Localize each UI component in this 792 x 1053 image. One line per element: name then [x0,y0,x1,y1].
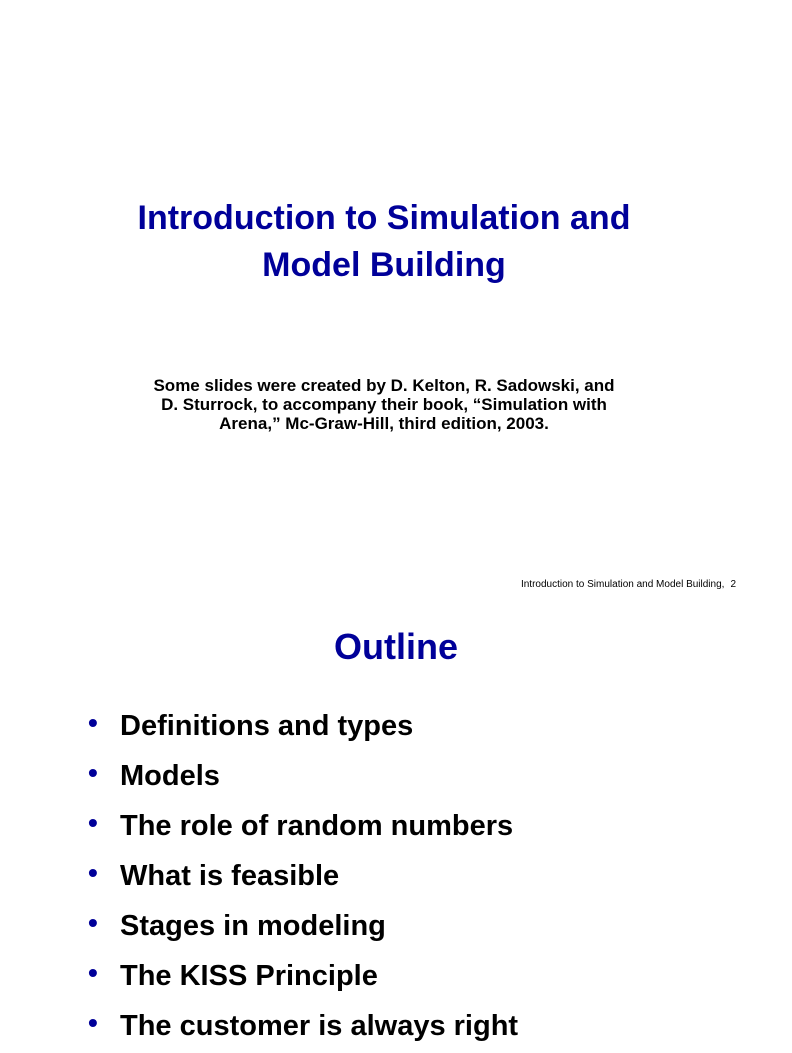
slide-title [60,195,708,289]
bullet-icon: • [88,907,98,938]
list-item-text: Models [120,760,220,792]
page-number: 2 [730,579,736,590]
list-item-text: The KISS Principle [120,960,378,992]
list-item-text: What is feasible [120,860,340,892]
list-item-text: The customer is always right [120,1010,519,1042]
credit-text [60,376,708,433]
title-line: Introduction to Simulation and [137,199,631,237]
bullet-icon: • [88,757,98,788]
outline-title: Outline [334,626,458,667]
bullet-icon: • [88,957,98,988]
list-item-text: Definitions and types [120,710,414,742]
credit-line: D. Sturrock, to accompany their book, “Simulation with [161,395,607,414]
footer-text: Introduction to Simulation and Model Building, [520,579,725,590]
bullet-icon: • [88,1007,98,1038]
bullet-icon: • [88,807,98,838]
bullet-icon: • [88,857,98,888]
slide-footer [521,579,736,591]
bullet-icon: • [88,707,98,738]
title-line: Model Building [262,246,506,284]
list-item-text: The role of random numbers [120,810,514,842]
credit-line: Some slides were created by D. Kelton, R. Sadowski, and [153,376,615,395]
credit-line: Arena,” Mc-Graw-Hill, third edition, 2003. [219,414,549,433]
list-item-text: Stages in modeling [120,910,386,942]
